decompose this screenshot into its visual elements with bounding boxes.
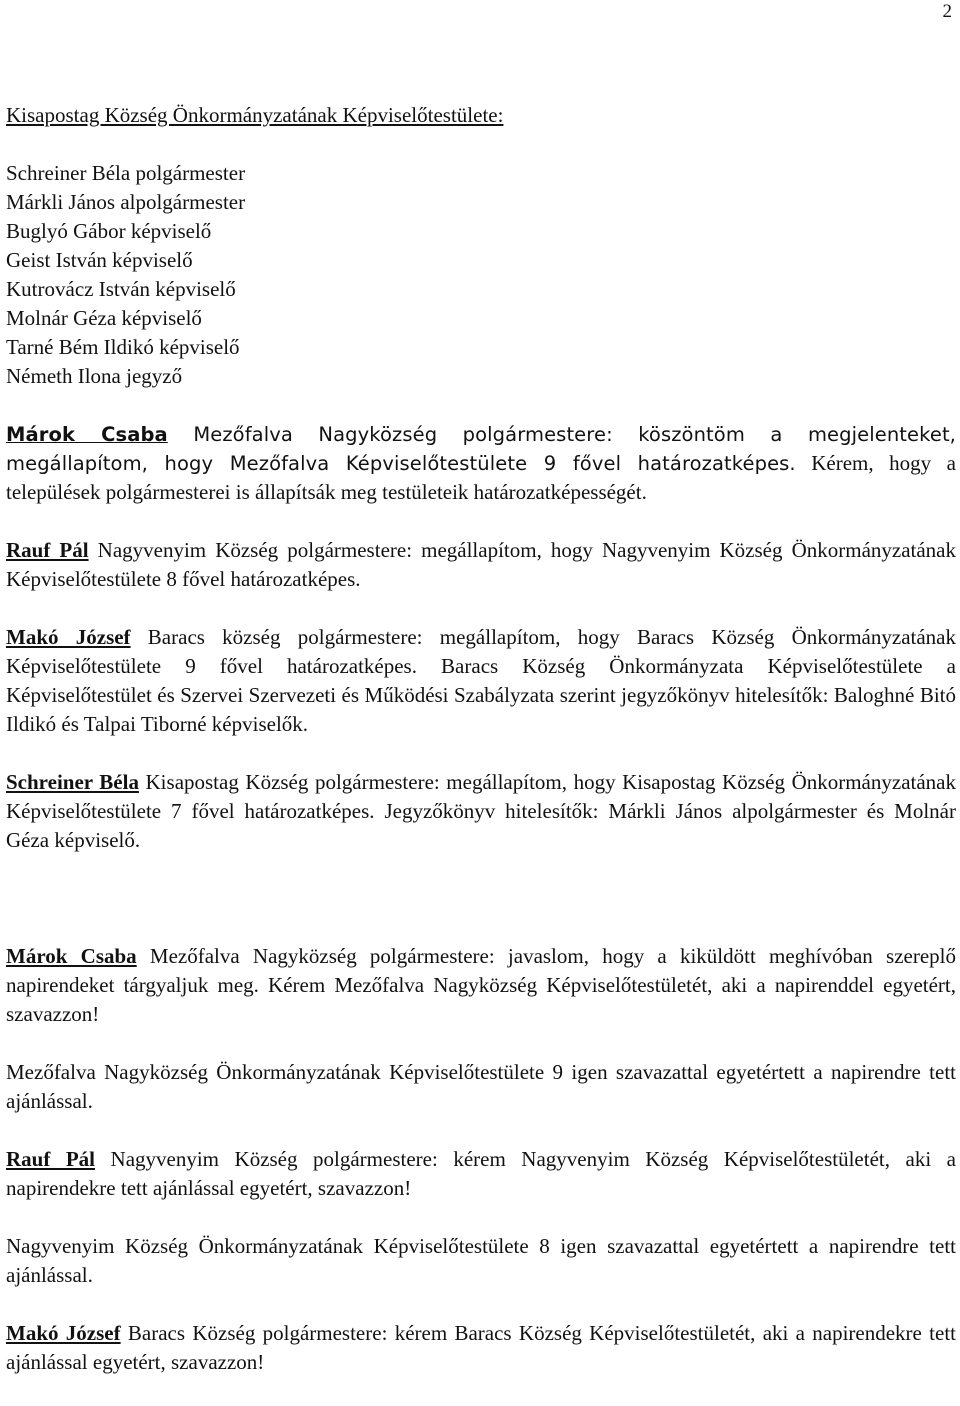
speaker-name: Márok Csaba [6, 423, 168, 446]
paragraph-opening [6, 420, 956, 507]
paragraph-agenda-baracs [6, 1319, 956, 1377]
speaker-name: Schreiner Béla [6, 770, 139, 794]
speaker-name: Makó József [6, 1321, 121, 1345]
paragraph-agenda-proposal [6, 942, 956, 1029]
paragraph-quorum-kisapostag [6, 768, 956, 855]
paragraph-text: Kisapostag Község polgármestere: megállapítom, hogy Kisapostag Község Önkormányzatának Képviselőtestülete 7 fővel határozatképes. Jegyzőkönyv hitelesítők: Márkli János alpolgármester és Molnár Géza képviselő. [6, 770, 956, 852]
speaker-name: Rauf Pál [6, 1147, 96, 1171]
member-item: Márkli János alpolgármester [6, 190, 246, 214]
member-list [6, 159, 956, 391]
council-heading: Kisapostag Község Önkormányzatának Képviselőtestülete: [6, 103, 504, 127]
paragraph-text: Nagyvenyim Község polgármestere: megállapítom, hogy Nagyvenyim Község Önkormányzatának Képviselőtestülete 8 fővel határozatképes. [6, 538, 957, 591]
member-item: Németh Ilona jegyző [6, 364, 183, 388]
document-body [6, 101, 956, 1406]
paragraph-text: Nagyvenyim Község polgármestere: kérem Nagyvenyim Község Képviselőtestületét, aki a napirendekre tett ajánlással egyetért, szavazzon! [6, 1147, 956, 1200]
member-item: Molnár Géza képviselő [6, 306, 202, 330]
paragraph-agenda-nagyvenyim [6, 1145, 956, 1203]
paragraph-vote-nagyvenyim: Nagyvenyim Község Önkormányzatának Képviselőtestülete 8 igen szavazattal egyetértett a napirendre tett ajánlással. [6, 1234, 956, 1287]
member-item: Tarné Bém Ildikó képviselő [6, 335, 240, 359]
speaker-name: Márok Csaba [6, 944, 137, 968]
speaker-name: Rauf Pál [6, 538, 89, 562]
speaker-name: Makó József [6, 625, 131, 649]
paragraph-vote-mezofalva: Mezőfalva Nagyközség Önkormányzatának Képviselőtestülete 9 igen szavazattal egyetértett a napirendre tett ajánlással. [6, 1060, 956, 1113]
member-item: Schreiner Béla polgármester [6, 161, 246, 185]
page-number: 2 [942, 1, 952, 22]
member-item: Geist István képviselő [6, 248, 193, 272]
paragraph-text: Kérem, hogy a települések polgármesterei is állapítsák meg testületeik határozatképességét. [6, 451, 956, 504]
member-item: Buglyó Gábor képviselő [6, 219, 212, 243]
paragraph-text: Mezőfalva Nagyközség polgármestere: köszöntöm a megjelenteket, megállapítom, hogy Mezőfalva Képviselőtestülete 9 fővel határozatképes. [6, 423, 956, 475]
paragraph-text: Baracs Község polgármestere: kérem Baracs Község Képviselőtestületét, aki a napirendekre tett ajánlással egyetért, szavazzon! [6, 1321, 956, 1374]
paragraph-quorum-nagyvenyim [6, 536, 956, 594]
paragraph-text: Mezőfalva Nagyközség polgármestere: javaslom, hogy a kiküldött meghívóban szereplő napirendeket tárgyaljuk meg. Kérem Mezőfalva Nagyközség Képviselőtestületét, aki a napirenddel egyetért, szavazzon! [6, 944, 956, 1026]
paragraph-text: Baracs község polgármestere: megállapítom, hogy Baracs Község Önkormányzatának Képviselőtestülete 9 fővel határozatképes. Baracs Község Önkormányzata Képviselőtestülete a Képviselőtestület és Szervei Szervezeti és Működési Szabályzata szerint jegyzőkönyv hitelesítők: Baloghné Bitó Ildikó és Talpai Tiborné képviselők. [6, 625, 957, 736]
member-item: Kutrovácz István képviselő [6, 277, 236, 301]
section-gap [6, 884, 956, 942]
paragraph-quorum-baracs [6, 623, 956, 739]
